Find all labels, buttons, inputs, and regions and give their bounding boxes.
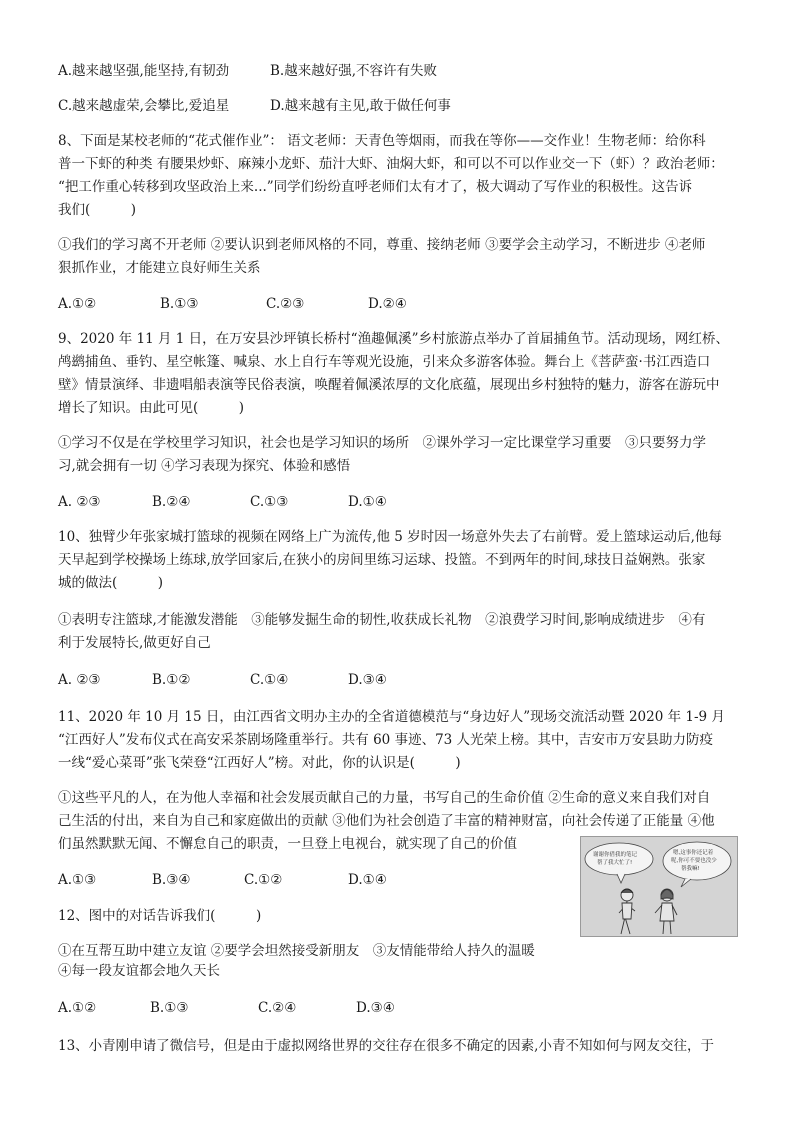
q8-stem-line-3: “把工作重心转移到攻坚政治上来...”同学们纷纷直呼老师们太有才了，极大调动了写作业的积极性。这告诉 xyxy=(58,179,693,195)
q9-option-c: C.①③ xyxy=(250,494,289,510)
q11-statement-line-1: ①这些平凡的人，在为他人幸福和社会发展贡献自己的力量，书写自己的生命价值 ②生命的意义来自我们对自 xyxy=(58,790,711,806)
q12-stem: 12、图中的对话告诉我们( ) xyxy=(58,908,262,924)
q8-statement-line-1: ①我们的学习离不开老师 ②要认识到老师风格的不同，尊重、接纳老师 ③要学会主动学习，不断进步 ④老师 xyxy=(58,237,706,253)
q12-option-d: D.③④ xyxy=(356,1000,395,1016)
cartoon-bubble-left-line-1: 谢谢你借我的笔记 xyxy=(593,852,638,858)
q10-statement-line-2: 利于发展特长,做更好自己 xyxy=(58,635,211,651)
q11-statement-line-2: 己生活的付出，来自为自己和家庭做出的贡献 ③他们为社会创造了丰富的精神财富，向社会传递了正能量 ④他 xyxy=(58,813,715,829)
q12-statement-line-2: ④每一段友谊都会地久天长 xyxy=(58,963,220,979)
q9-option-d: D.①④ xyxy=(348,494,387,510)
q8-stem-line-1: 8、下面是某校老师的“花式催作业”： 语文老师：天青色等烟雨，而我在等你——交作业！生物老师：给你科 xyxy=(58,133,706,149)
q9-statement-line-1: ①学习不仅是在学校里学习知识，社会也是学习知识的场所 ②课外学习一定比课堂学习重要 ③只要努力学 xyxy=(58,435,706,451)
q10-option-d: D.③④ xyxy=(348,672,387,688)
q7-option-c: C.越来越虚荣,会攀比,爱追星 xyxy=(58,98,230,114)
q11-option-c: C.①② xyxy=(244,872,283,888)
q11-stem-line-1: 11、2020 年 10 月 15 日，由江西省文明办主办的全省道德模范与“身边好人”现场交流活动暨 2020 年 1-9 月 xyxy=(58,709,725,725)
q11-option-a: A.①③ xyxy=(58,872,97,888)
q11-option-d: D.①④ xyxy=(348,872,387,888)
q13-stem: 13、小青刚申请了微信号，但是由于虚拟网络世界的交往存在很多不确定的因素,小青不知如何与网友交往，于 xyxy=(58,1038,714,1054)
cartoon-bubble-right-line-3: 帮我嘛! xyxy=(681,866,700,872)
q12-option-a: A.①② xyxy=(58,1000,97,1016)
cartoon-bubble-right-line-1: 嗯,这事你还记着 xyxy=(673,850,714,856)
q8-option-a: A.①② xyxy=(58,296,97,312)
q10-statement-line-1: ①表明专注篮球,才能激发潜能 ③能够发掘生命的韧性,收获成长礼物 ②浪费学习时间,影响成绩进步 ④有 xyxy=(58,612,706,628)
q8-option-d: D.②④ xyxy=(368,296,407,312)
q12-statement-line-1: ①在互帮互助中建立友谊 ②要学会坦然接受新朋友 ③友情能带给人持久的温暖 xyxy=(58,943,535,959)
q12-option-c: C.②④ xyxy=(258,1000,297,1016)
q7-option-d: D.越来越有主见,敢于做任何事 xyxy=(270,98,451,114)
q9-stem-line-3: 壁》情景演绎、非遗唱船表演等民俗表演，唤醒着佩溪浓厚的文化底蕴，展现出乡村独特的魅力，游客在游玩中 xyxy=(58,377,720,393)
q11-statement-line-3: 们虽然默默无闻、不懈怠自己的职责，一旦登上电视台，就实现了自己的价值 xyxy=(58,836,517,852)
q11-option-b: B.③④ xyxy=(152,872,191,888)
q9-stem-line-1: 9、2020 年 11 月 1 日，在万安县沙坪镇长桥村“渔趣佩溪”乡村旅游点举办了首届捕鱼节。活动现场，网红桥、 xyxy=(58,331,729,347)
cartoon-bubble-left-line-2: 帮了我大忙了! xyxy=(597,860,633,866)
q9-option-b: B.②④ xyxy=(152,494,191,510)
q8-stem-line-2: 普一下虾的种类 有腰果炒虾、麻辣小龙虾、茄汁大虾、油焖大虾，和可以不可以作业交一下（虾）？政治老师： xyxy=(58,156,724,172)
q11-stem-line-2: “江西好人”发布仪式在高安采茶剧场隆重举行。共有 60 事迹、73 人光荣上榜。其中，吉安市万安县助力防疫 xyxy=(58,732,714,748)
q12-option-b: B.①③ xyxy=(150,1000,189,1016)
q9-stem-line-2: 鸬鹚捕鱼、垂钓、星空帐篷、喊泉、水上自行车等观光设施，引来众多游客体验。舞台上《菩萨蛮·书江西造口 xyxy=(58,354,711,370)
q10-option-a: A. ②③ xyxy=(58,672,101,688)
q8-statement-line-2: 狠抓作业，才能建立良好师生关系 xyxy=(58,260,261,276)
q7-option-a: A.越来越坚强,能坚持,有韧劲 xyxy=(58,63,230,79)
q10-stem-line-3: 城的做法( ) xyxy=(58,575,164,591)
q9-stem-line-4: 增长了知识。由此可见( ) xyxy=(58,400,245,416)
q8-option-b: B.①③ xyxy=(160,296,199,312)
cartoon-bubble-right-line-2: 呢,你可不要也没少 xyxy=(671,858,717,864)
q12-cartoon-image xyxy=(580,836,738,937)
q11-stem-line-3: 一线“爱心菜哥”张飞荣登“江西好人”榜。对此，你的认识是( ) xyxy=(58,755,461,771)
q10-option-c: C.①④ xyxy=(250,672,289,688)
q9-statement-line-2: 习,就会拥有一切 ④学习表现为探究、体验和感悟 xyxy=(58,458,351,474)
q8-stem-line-4: 我们( ) xyxy=(58,202,137,218)
q7-option-b: B.越来越好强,不容许有失败 xyxy=(270,63,438,79)
q10-stem-line-1: 10、独臂少年张家城打篮球的视频在网络上广为流传,他 5 岁时因一场意外失去了右前臂。爱上篮球运动后,他每 xyxy=(58,529,722,545)
q8-option-c: C.②③ xyxy=(266,296,305,312)
q9-option-a: A. ②③ xyxy=(58,494,101,510)
q10-option-b: B.①② xyxy=(152,672,191,688)
q10-stem-line-2: 天早起到学校操场上练球,放学回家后,在狭小的房间里练习运球、投篮。不到两年的时间,球技日益娴熟。张家 xyxy=(58,552,706,568)
